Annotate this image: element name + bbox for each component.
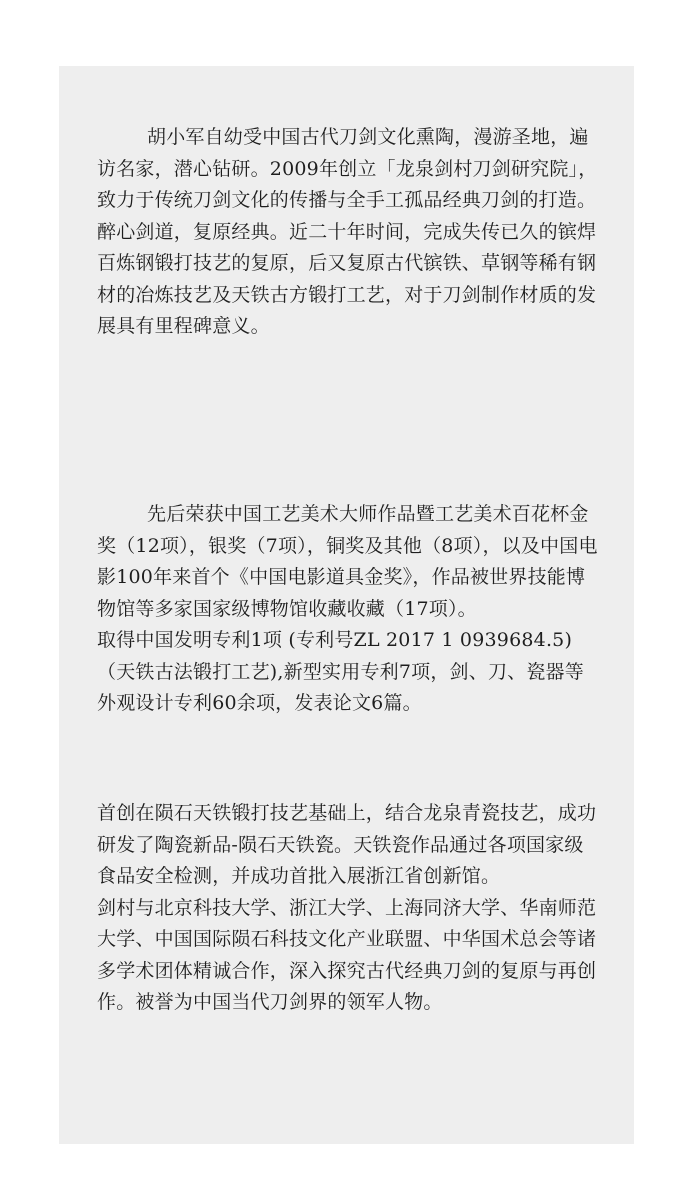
content-panel: [59, 66, 634, 1144]
text-section-innovation: [97, 798, 599, 1019]
paragraph-cooperation: 剑村与北京科技大学、浙江大学、上海同济大学、华南师范大学、中国国际陨石科技文化产业联盟、中华国术总会等诸多学术团体精诚合作，深入探究古代经典刀剑的复原与再创作。被誉为中国当代刀剑界的领军人物。: [97, 896, 597, 1013]
text-section-awards: [97, 499, 599, 720]
paragraph-founding: 胡小军自幼受中国古代刀剑文化熏陶，漫游圣地，遍访名家，潜心钻研。2009年创立「龙泉剑村刀剑研究院」，致力于传统刀剑文化的传播与全手工孤品经典刀剑的打造。: [97, 126, 598, 211]
paragraph-awards: 先后荣获中国工艺美术大师作品暨工艺美术百花杯金奖（12项），银奖（7项），铜奖及其他（8项），以及中国电影100年来首个《中国电影道具金奖》，作品被世界技能博物馆等多家国家级博物馆收藏收藏（17项）。: [97, 503, 598, 620]
text-section-founding: [97, 122, 599, 343]
paragraph-patents: 取得中国发明专利1项 (专利号ZL 2017 1 0939684.5)（天铁古法锻打工艺),新型实用专利7项，剑、刀、瓷器等外观设计专利60余项，发表论文6篇。: [97, 629, 584, 714]
paragraph-restoration: 醉心剑道，复原经典。近二十年时间，完成失传已久的镔焊百炼钢锻打技艺的复原，后又复原古代镔铁、草钢等稀有钢材的冶炼技艺及天铁古方锻打工艺，对于刀剑制作材质的发展具有里程碑意义。: [97, 220, 597, 337]
paragraph-meteorite-porcelain: 首创在陨石天铁锻打技艺基础上，结合龙泉青瓷技艺，成功研发了陶瓷新品-陨石天铁瓷。天铁瓷作品通过各项国家级食品安全检测，并成功首批入展浙江省创新馆。: [97, 802, 597, 887]
